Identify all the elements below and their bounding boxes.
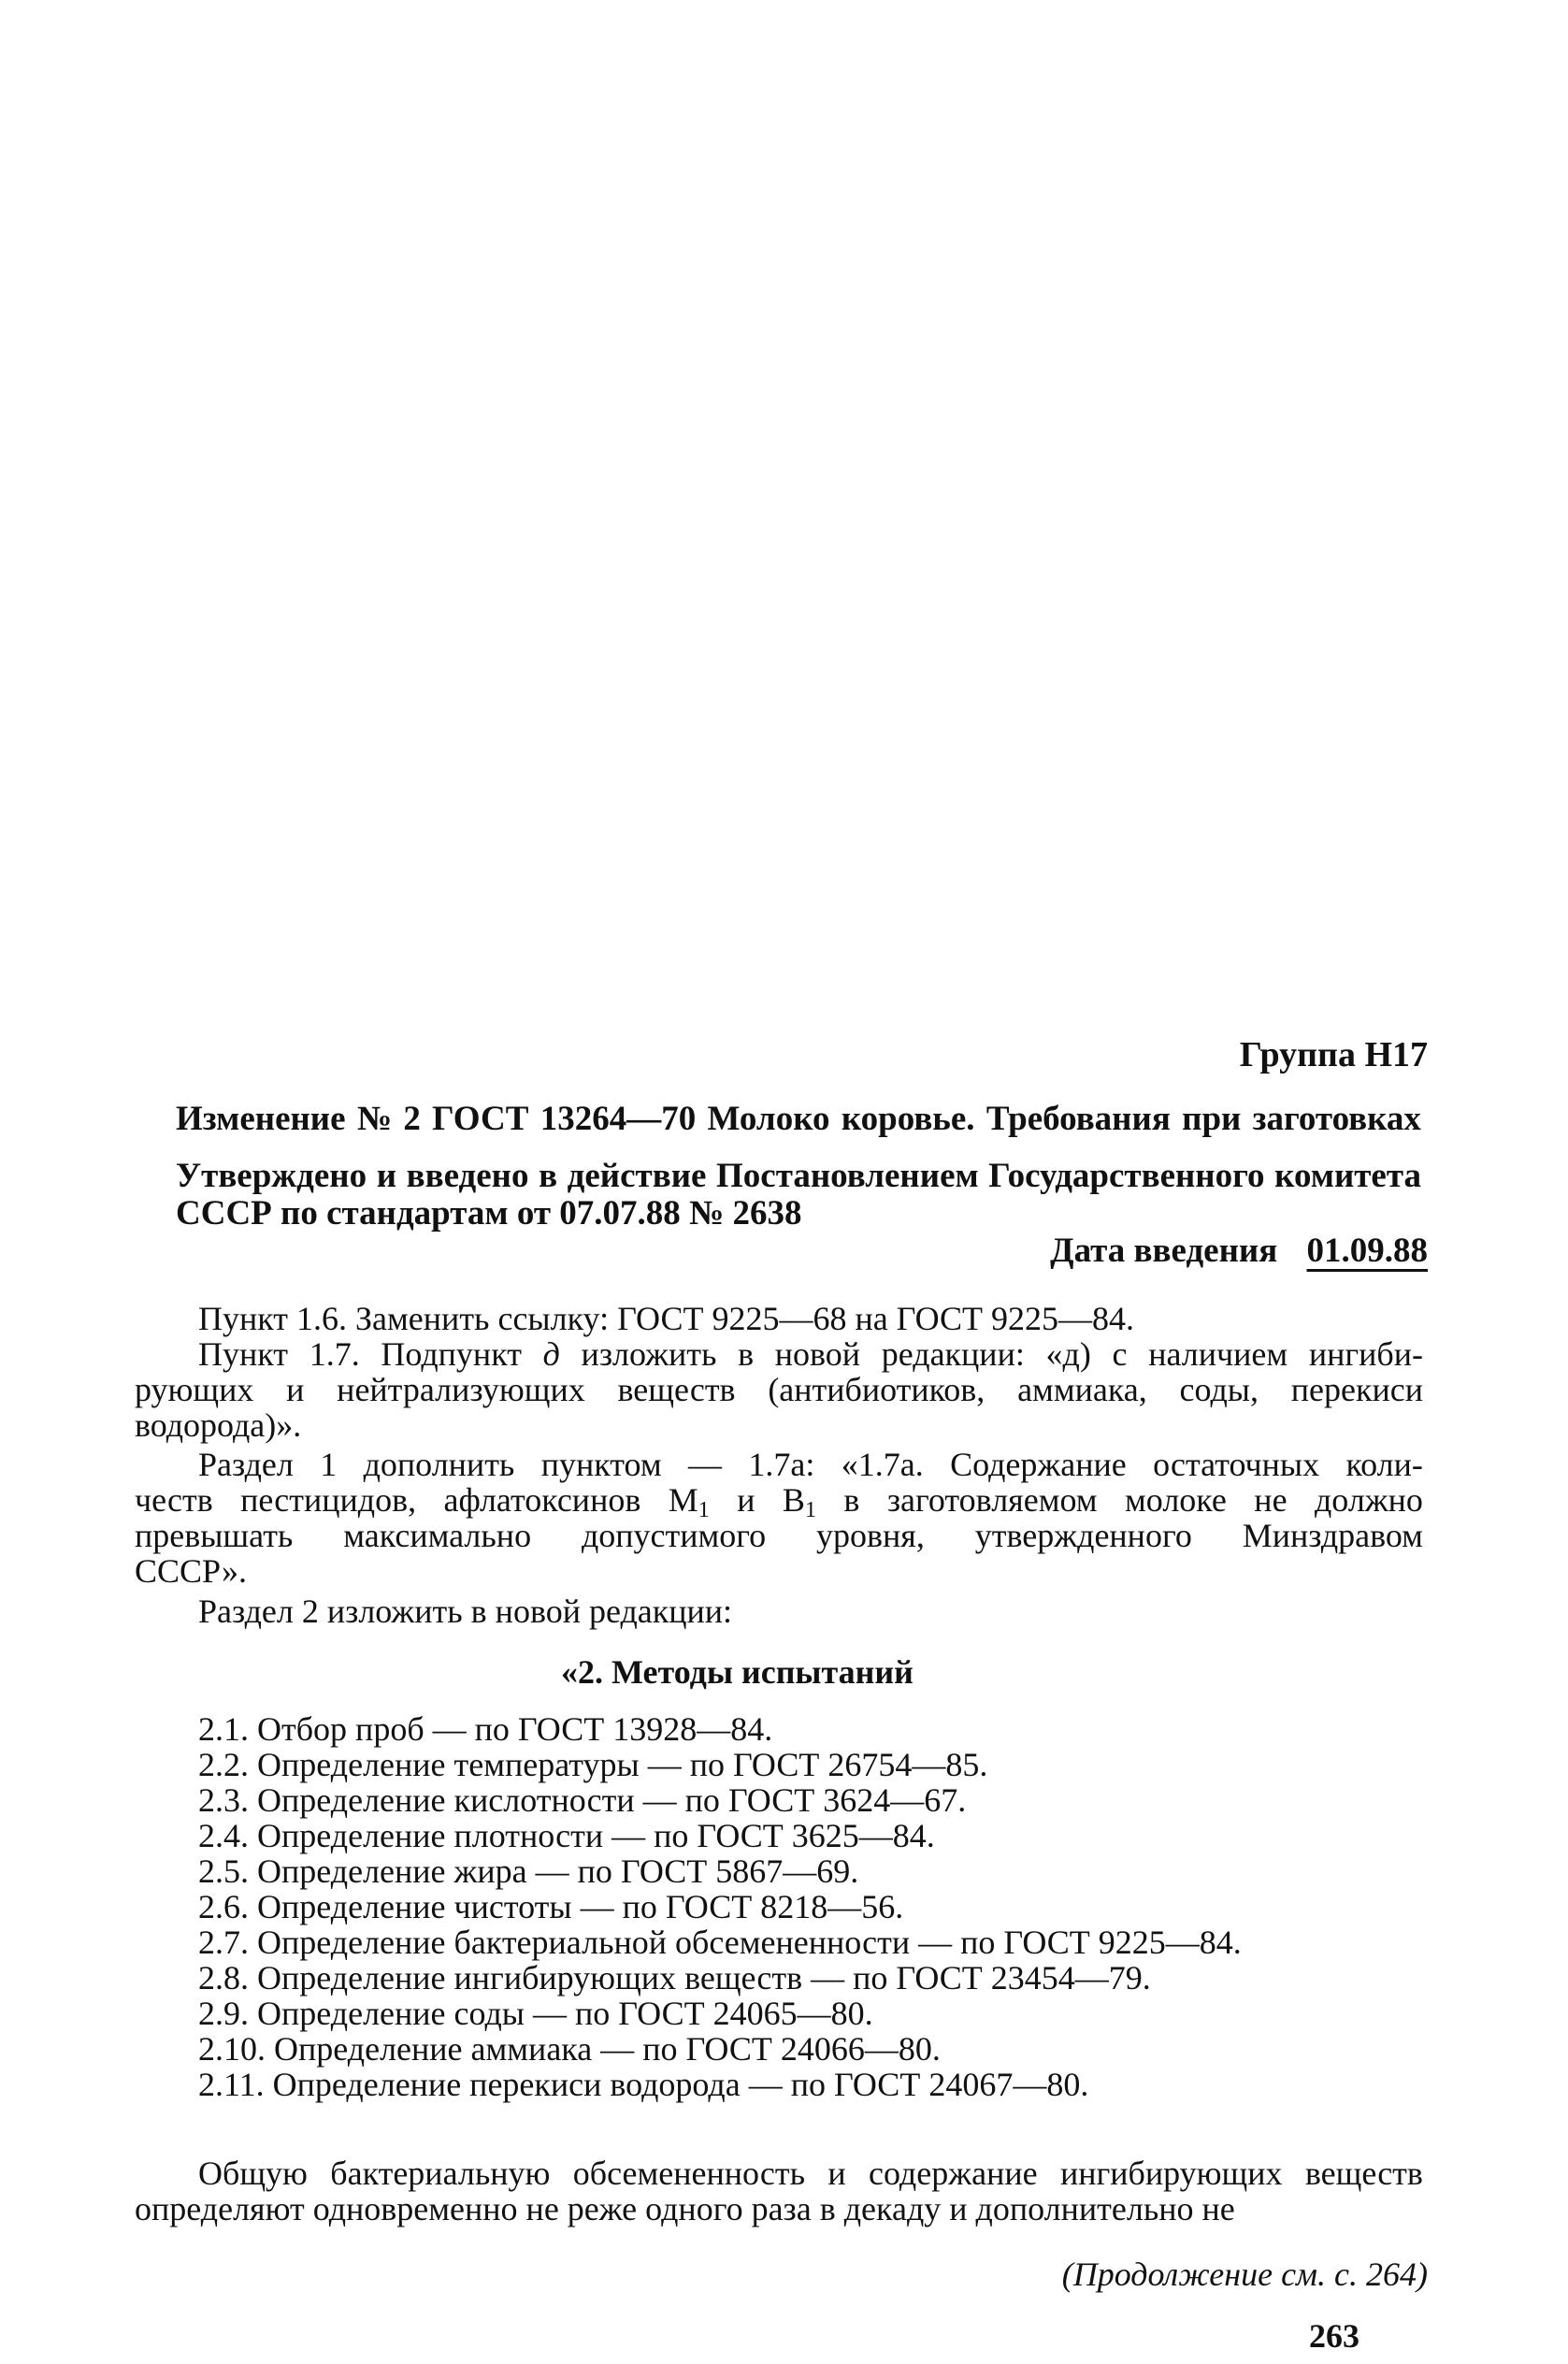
word: Молоко bbox=[707, 1100, 830, 1138]
word: д bbox=[542, 1335, 560, 1373]
word: — bbox=[688, 1446, 723, 1483]
word: допустимого bbox=[581, 1517, 767, 1554]
word: с bbox=[1112, 1335, 1128, 1373]
p3-word: афлатоксинов bbox=[443, 1481, 641, 1519]
word: Подпункт bbox=[381, 1335, 522, 1373]
change-title bbox=[176, 1101, 1421, 1138]
word: «1.7а. bbox=[841, 1446, 924, 1483]
method-item: 2.1. Отбор проб — по ГОСТ 13928—84. bbox=[198, 1710, 773, 1748]
method-item: 2.3. Определение кислотности — по ГОСТ 3624—67. bbox=[198, 1781, 967, 1819]
word: № bbox=[356, 1100, 393, 1138]
paragraph-1-7-line-2 bbox=[135, 1371, 1423, 1408]
word: коровье. bbox=[841, 1100, 975, 1138]
word: наличием bbox=[1148, 1335, 1288, 1373]
introduction-date bbox=[1050, 1232, 1428, 1270]
method-item: 2.5. Определение жира — по ГОСТ 5867—69. bbox=[198, 1852, 859, 1890]
closing-paragraph-line-1 bbox=[198, 2155, 1423, 2192]
p3-word: в bbox=[843, 1481, 860, 1519]
word: 1.7а: bbox=[748, 1446, 815, 1483]
word: максимально bbox=[343, 1517, 532, 1554]
word: перекиси bbox=[1290, 1371, 1423, 1408]
section-1-addition-line-3 bbox=[135, 1517, 1423, 1554]
word: и bbox=[827, 2155, 846, 2192]
aflatoxin-b-letter: B bbox=[782, 1481, 805, 1519]
group-label: Группа Н17 bbox=[1239, 1035, 1428, 1074]
word: дополнить bbox=[363, 1446, 515, 1483]
p3-word: молоке bbox=[1125, 1481, 1227, 1519]
approved-line-1 bbox=[176, 1158, 1421, 1195]
method-item: 2.10. Определение аммиака — по ГОСТ 24066—80. bbox=[198, 2030, 941, 2068]
p3-word: заготовляемом bbox=[886, 1481, 1098, 1519]
word: Раздел bbox=[198, 1446, 294, 1483]
continuation-note: (Продолжение см. с. 264) bbox=[1061, 2256, 1428, 2293]
aflatoxin-b-subscript: 1 bbox=[804, 1498, 816, 1522]
aflatoxin-m-letter: M bbox=[668, 1481, 698, 1519]
word: Пункт bbox=[198, 1335, 289, 1373]
word: (антибиотиков, bbox=[768, 1371, 985, 1408]
method-item: 2.4. Определение плотности — по ГОСТ 3625—84. bbox=[198, 1817, 935, 1854]
p3-word: должно bbox=[1314, 1481, 1423, 1519]
word: комитета bbox=[1274, 1157, 1421, 1195]
word: ГОСТ bbox=[432, 1100, 529, 1138]
word: Минздравом bbox=[1242, 1517, 1423, 1554]
word: ингибирующих bbox=[1059, 2155, 1283, 2192]
aflatoxin-m-subscript: 1 bbox=[698, 1498, 710, 1522]
p3-word: пестицидов, bbox=[240, 1481, 417, 1519]
method-item: 2.8. Определение ингибирующих веществ — по ГОСТ 23454—79. bbox=[198, 1959, 1151, 1996]
word: обсемененность bbox=[572, 2155, 806, 2192]
date-value: 01.09.88 bbox=[1306, 1232, 1428, 1270]
paragraph-1-6: Пункт 1.6. Заменить ссылку: ГОСТ 9225—68 на ГОСТ 9225—84. bbox=[198, 1300, 1135, 1337]
p3-word: и bbox=[737, 1481, 755, 1519]
word: 2 bbox=[403, 1100, 421, 1138]
word: новой bbox=[774, 1335, 861, 1373]
method-item: 2.7. Определение бактериальной обсемененности — по ГОСТ 9225—84. bbox=[198, 1924, 1242, 1961]
word: Постановлением bbox=[716, 1157, 979, 1195]
word: Утверждено bbox=[176, 1157, 367, 1195]
method-item: 2.9. Определение соды — по ГОСТ 24065—80. bbox=[198, 1995, 873, 2032]
word: утвержденного bbox=[974, 1517, 1192, 1554]
date-label: Дата введения bbox=[1050, 1232, 1278, 1270]
word: 1.7. bbox=[309, 1335, 360, 1373]
word: в bbox=[539, 1157, 558, 1195]
word: веществ bbox=[617, 1371, 736, 1408]
word: в bbox=[738, 1335, 755, 1373]
word: заготовках bbox=[1252, 1100, 1421, 1138]
word: Государственного bbox=[988, 1157, 1265, 1195]
word: коли- bbox=[1345, 1446, 1423, 1483]
word: и bbox=[376, 1157, 397, 1195]
word: 1 bbox=[320, 1446, 338, 1483]
word: Содержание bbox=[950, 1446, 1127, 1483]
word: редакции: bbox=[881, 1335, 1025, 1373]
method-item: 2.11. Определение перекиси водорода — по ГОСТ 24067—80. bbox=[198, 2066, 1089, 2103]
approved-line-2: СССР по стандартам от 07.07.88 № 2638 bbox=[176, 1194, 802, 1232]
word: уровня, bbox=[816, 1517, 925, 1554]
word: рующих bbox=[135, 1371, 254, 1408]
word: Изменение bbox=[176, 1100, 346, 1138]
methods-list bbox=[198, 1711, 1242, 2102]
paragraph-1-7-line-1 bbox=[198, 1335, 1423, 1373]
word: Требования bbox=[985, 1100, 1171, 1138]
section-2-intro: Раздел 2 изложить в новой редакции: bbox=[198, 1593, 733, 1630]
word: Общую bbox=[198, 2155, 308, 2192]
method-item: 2.6. Определение чистоты — по ГОСТ 8218—56. bbox=[198, 1888, 904, 1925]
word: 13264—70 bbox=[539, 1100, 697, 1138]
word: остаточных bbox=[1153, 1446, 1320, 1483]
word: содержание bbox=[868, 2155, 1038, 2192]
word: превышать bbox=[135, 1517, 294, 1554]
paragraph-1-7-line-3: водорода)». bbox=[135, 1406, 302, 1444]
word: изложить bbox=[581, 1335, 717, 1373]
word: нейтрализующих bbox=[337, 1371, 585, 1408]
p3-word: не bbox=[1254, 1481, 1287, 1519]
word: пунктом bbox=[540, 1446, 662, 1483]
word: соды, bbox=[1179, 1371, 1259, 1408]
closing-paragraph-line-2: определяют одновременно не реже одного раза в декаду и дополнительно не bbox=[135, 2190, 1235, 2227]
word: и bbox=[286, 1371, 305, 1408]
word: ингиби- bbox=[1308, 1335, 1423, 1373]
page-number: 263 bbox=[1309, 2317, 1359, 2355]
word: введено bbox=[406, 1157, 529, 1195]
method-item: 2.2. Определение температуры — по ГОСТ 26754—85. bbox=[198, 1746, 988, 1783]
word: действие bbox=[567, 1157, 707, 1195]
p3-word: честв bbox=[135, 1481, 213, 1519]
word: веществ bbox=[1304, 2155, 1423, 2192]
section-1-addition-line-1 bbox=[198, 1446, 1423, 1483]
section-title: «2. Методы испытаний bbox=[561, 1653, 913, 1691]
word: при bbox=[1182, 1100, 1242, 1138]
section-1-addition-line-4: СССР». bbox=[135, 1552, 247, 1590]
word: бактериальную bbox=[330, 2155, 551, 2192]
word: аммиака, bbox=[1017, 1371, 1147, 1408]
word: «д) bbox=[1045, 1335, 1091, 1373]
